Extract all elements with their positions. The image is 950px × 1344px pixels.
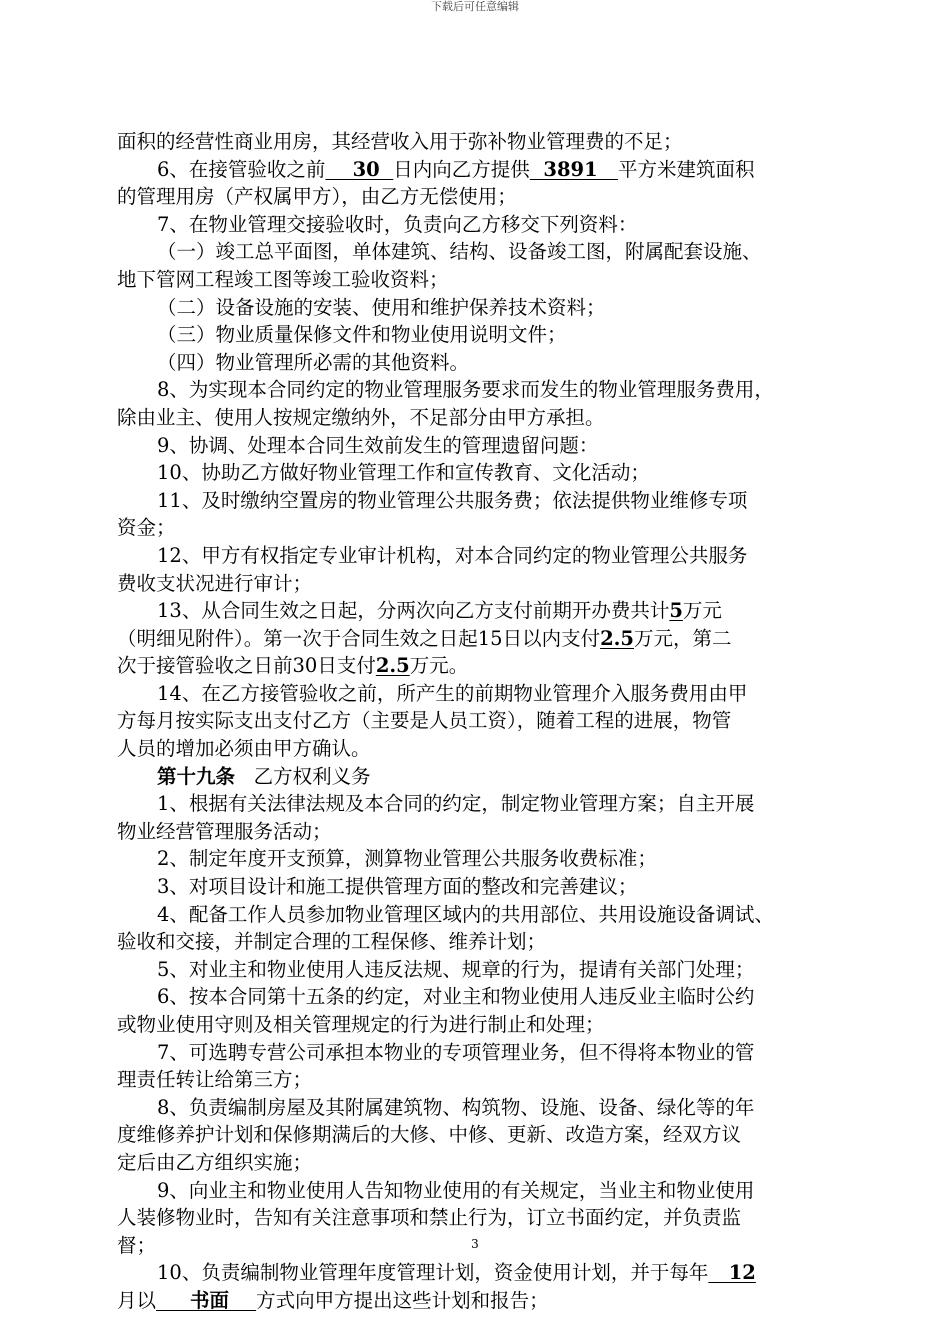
text-segment: （三）物业质量保修文件和物业使用说明文件； <box>157 323 567 347</box>
text-line <box>117 376 837 404</box>
text-line <box>117 1094 837 1122</box>
filled-blank: 3891 <box>529 157 619 181</box>
text-segment: 乙方权利义务 <box>235 764 371 788</box>
text-line <box>117 845 837 873</box>
text-segment: 4、配备工作人员参加物业管理区域内的共用部位、共用设施设备调试、 <box>157 902 774 926</box>
text-line <box>117 1066 837 1094</box>
text-segment: 除由业主、使用人按规定缴纳外，不足部分由甲方承担。 <box>117 405 605 429</box>
filled-blank: 2.5 <box>375 654 410 678</box>
page-number: 3 <box>471 1237 479 1251</box>
text-line <box>117 294 837 322</box>
text-line <box>117 211 837 239</box>
text-segment: 14、在乙方接管验收之前，所产生的前期物业管理介入服务费用由甲 <box>157 681 748 705</box>
filled-blank: 12 <box>708 1261 756 1285</box>
text-segment: 9、协调、处理本合同生效前发生的管理遗留问题： <box>157 433 599 457</box>
text-line <box>117 1204 837 1232</box>
text-segment: 8、负责编制房屋及其附属建筑物、构筑物、设施、设备、绿化等的年 <box>157 1095 755 1119</box>
text-line <box>117 818 837 846</box>
text-segment: 人员的增加必须由甲方确认。 <box>117 737 371 761</box>
text-segment: （二）设备设施的安装、使用和维护保养技术资料； <box>157 295 606 319</box>
page-header: 下载后可任意编辑 <box>431 0 519 13</box>
text-segment: 日内向乙方提供 <box>393 157 530 181</box>
text-line <box>117 1259 837 1287</box>
text-line <box>117 983 837 1011</box>
text-segment: 万元 <box>682 599 722 623</box>
filled-blank: 书面 <box>156 1288 257 1312</box>
text-segment: 5、对业主和物业使用人违反法规、规章的行为，提请有关部门处理； <box>157 957 755 981</box>
text-segment: （一）竣工总平面图，单体建筑、结构、设备竣工图，附属配套设施、 <box>157 240 762 264</box>
text-line <box>117 266 837 294</box>
text-line <box>117 514 837 542</box>
text-segment: 理责任转让给第三方； <box>117 1068 313 1092</box>
text-segment: 资金； <box>117 516 176 540</box>
text-line <box>117 680 837 708</box>
text-segment: 7、在物业管理交接验收时，负责向乙方移交下列资料： <box>157 212 638 236</box>
article-heading: 第十九条 <box>157 764 236 788</box>
text-line <box>117 128 837 156</box>
text-line <box>117 707 837 735</box>
text-segment: 6、按本合同第十五条的约定，对业主和物业使用人违反业主临时公约 <box>157 985 755 1009</box>
text-line <box>117 1039 837 1067</box>
text-line <box>117 487 837 515</box>
text-segment: 物业经营管理服务活动； <box>117 819 332 843</box>
text-line <box>117 1011 837 1039</box>
text-segment: 3、对项目设计和施工提供管理方面的整改和完善建议； <box>157 875 638 899</box>
text-line <box>117 790 837 818</box>
text-line <box>117 156 837 184</box>
text-segment: 10、负责编制物业管理年度管理计划，资金使用计划，并于每年 <box>157 1261 709 1285</box>
text-segment: 人装修物业时，告知有关注意事项和禁止行为，订立书面约定，并负责监 <box>117 1206 742 1230</box>
text-line <box>117 183 837 211</box>
text-line <box>117 1121 837 1149</box>
text-line <box>117 625 837 653</box>
text-segment: （明细见附件）。第一次于合同生效之日起15日以内支付 <box>117 626 601 650</box>
text-segment: 万元，第二 <box>634 626 732 650</box>
text-segment: 7、可选聘专营公司承担本物业的专项管理业务，但不得将本物业的管 <box>157 1040 755 1064</box>
text-segment: 12、甲方有权指定专业审计机构，对本合同约定的物业管理公共服务 <box>157 543 748 567</box>
text-segment: 的管理用房（产权属甲方），由乙方无偿使用； <box>117 185 517 209</box>
text-segment: 面积的经营性商业用房，其经营收入用于弥补物业管理费的不足； <box>117 130 683 153</box>
text-line <box>117 652 837 680</box>
text-segment: 9、向业主和物业使用人告知物业使用的有关规定，当业主和物业使用 <box>157 1178 755 1202</box>
text-segment: 万元。 <box>409 654 469 678</box>
text-segment: 费收支状况进行审计； <box>117 571 313 595</box>
text-segment: 或物业使用守则及相关管理规定的行为进行制止和处理； <box>117 1013 605 1036</box>
text-line <box>117 1149 837 1177</box>
text-segment: 2、制定年度开支预算，测算物业管理公共服务收费标准； <box>157 847 657 871</box>
text-segment: 督； <box>117 1233 157 1257</box>
filled-blank: 30 <box>325 157 394 181</box>
text-segment: 月以 <box>117 1288 157 1312</box>
text-segment: 方每月按实际支出支付乙方（主要是人员工资），随着工程的进展，物管 <box>117 709 732 733</box>
text-segment: 8、为实现本合同约定的物业管理服务要求而发生的物业管理服务费用， <box>157 378 774 402</box>
text-segment: 11、及时缴纳空置房的物业管理公共服务费；依法提供物业维修专项 <box>157 488 748 512</box>
text-line <box>117 542 837 570</box>
text-segment: 13、从合同生效之日起，分两次向乙方支付前期开办费共计 <box>157 599 670 623</box>
text-segment: 平方米建筑面积 <box>618 157 755 181</box>
filled-blank: 2.5 <box>600 626 635 650</box>
text-segment: 1、根据有关法律法规及本合同的约定，制定物业管理方案；自主开展 <box>157 792 755 816</box>
text-segment: 方式向甲方提出这些计划和报告； <box>256 1288 549 1312</box>
text-line <box>117 956 837 984</box>
text-segment: 地下管网工程竣工图等竣工验收资料； <box>117 267 449 291</box>
text-segment: 10、协助乙方做好物业管理工作和宣传教育、文化活动； <box>157 461 650 485</box>
text-line <box>117 901 837 929</box>
text-line <box>117 459 837 487</box>
text-line <box>117 735 837 763</box>
filled-blank: 5 <box>669 599 683 623</box>
text-line <box>117 570 837 598</box>
text-line <box>117 763 837 791</box>
text-line <box>117 404 837 432</box>
text-line <box>117 928 837 956</box>
text-line <box>117 1287 837 1315</box>
text-segment: 次于接管验收之日前30日支付 <box>117 654 376 678</box>
text-line <box>117 873 837 901</box>
text-line <box>117 349 837 377</box>
text-line <box>117 432 837 460</box>
document-body <box>117 128 837 1315</box>
text-segment: 验收和交接，并制定合理的工程保修、维养计划； <box>117 930 547 954</box>
text-line <box>117 1177 837 1205</box>
text-segment: 度维修养护计划和保修期满后的大修、中修、更新、改造方案，经双方议 <box>117 1123 742 1147</box>
text-line <box>117 238 837 266</box>
text-line <box>117 321 837 349</box>
text-line <box>117 597 837 625</box>
text-segment: （四）物业管理所必需的其他资料。 <box>157 350 470 374</box>
text-segment: 6、在接管验收之前 <box>157 157 326 181</box>
text-segment: 定后由乙方组织实施； <box>117 1150 313 1174</box>
